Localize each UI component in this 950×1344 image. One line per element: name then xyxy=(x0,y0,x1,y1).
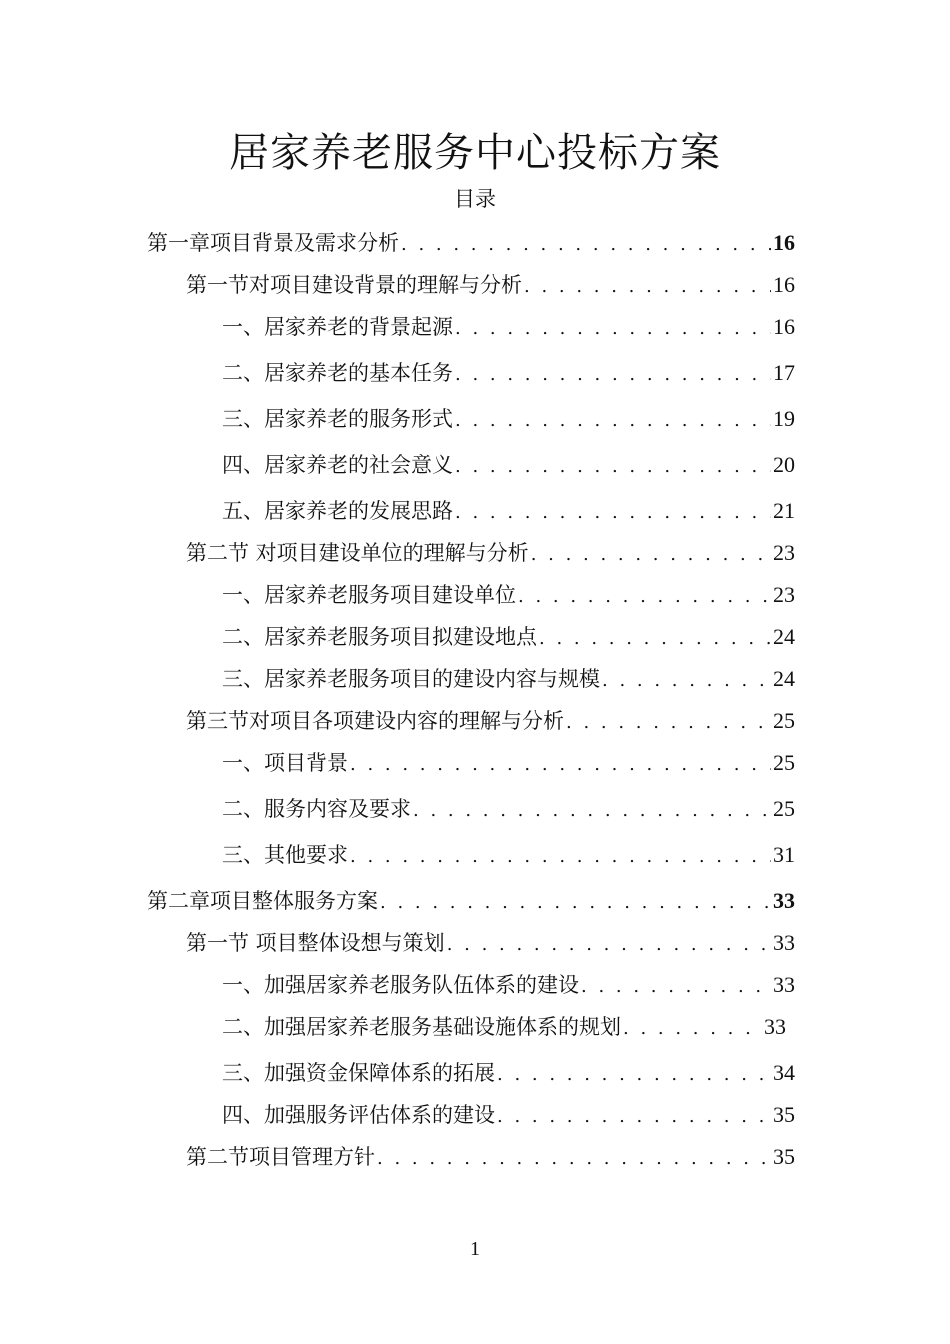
toc-entry-section[interactable] xyxy=(186,1142,795,1172)
toc-leader-dots xyxy=(581,972,771,1002)
toc-entry-label: 一、加强居家养老服务队伍体系的建设 xyxy=(222,973,579,997)
toc-leader-dots xyxy=(531,540,771,570)
toc-leader-dots xyxy=(455,498,771,528)
toc-entry-subsection[interactable] xyxy=(222,312,795,342)
toc-entry-label: 三、其他要求 xyxy=(222,843,348,867)
toc-entry-page: 33 xyxy=(773,888,795,913)
toc-entry-page: 24 xyxy=(773,666,795,691)
toc-entry-label: 二、加强居家养老服务基础设施体系的规划 xyxy=(222,1015,621,1039)
toc-entry-page: 33 xyxy=(773,930,795,955)
toc-entry-subsection[interactable] xyxy=(222,840,795,870)
toc-entry-label: 第三节对项目各项建设内容的理解与分析 xyxy=(186,709,564,733)
toc-entry-subsection[interactable] xyxy=(222,1100,795,1130)
toc-entry-page: 17 xyxy=(773,360,795,385)
toc-leader-dots xyxy=(518,582,771,612)
toc-entry-label: 第二节项目管理方针 xyxy=(186,1145,375,1169)
toc-entry-subsection[interactable] xyxy=(222,748,795,778)
toc-entry-page: 25 xyxy=(773,796,795,821)
toc-entry-label: 三、居家养老服务项目的建设内容与规模 xyxy=(222,667,600,691)
toc-leader-dots xyxy=(602,666,771,696)
toc-entry-label: 五、居家养老的发展思路 xyxy=(222,499,453,523)
toc-entry-label: 一、居家养老服务项目建设单位 xyxy=(222,583,516,607)
toc-entry-page: 19 xyxy=(773,406,795,431)
toc-leader-dots xyxy=(623,1014,762,1044)
toc-entry-subsection[interactable] xyxy=(222,622,795,652)
toc-leader-dots xyxy=(455,452,771,482)
toc-leader-dots xyxy=(413,796,771,826)
toc-leader-dots xyxy=(524,272,771,302)
toc-leader-dots xyxy=(497,1102,771,1132)
toc-entry-subsection[interactable] xyxy=(222,970,795,1000)
toc-entry-page: 34 xyxy=(773,1060,795,1085)
toc-entry-page: 20 xyxy=(773,452,795,477)
toc-entry-label: 一、项目背景 xyxy=(222,751,348,775)
toc-entry-page: 33 xyxy=(764,1014,786,1039)
toc-leader-dots xyxy=(380,888,771,918)
toc-entry-subsection[interactable] xyxy=(222,580,795,610)
toc-entry-page: 33 xyxy=(773,972,795,997)
toc-entry-subsection[interactable] xyxy=(222,1058,795,1088)
toc-entry-label: 第一节 项目整体设想与策划 xyxy=(186,931,445,955)
toc-entry-chapter[interactable] xyxy=(147,228,795,258)
document-title: 居家养老服务中心投标方案 xyxy=(229,130,721,176)
toc-entry-section[interactable] xyxy=(186,706,795,736)
toc-entry-page: 25 xyxy=(773,750,795,775)
toc-entry-page: 23 xyxy=(773,582,795,607)
toc-entry-label: 四、加强服务评估体系的建设 xyxy=(222,1103,495,1127)
toc-leader-dots xyxy=(377,1144,771,1174)
toc-entry-subsection[interactable] xyxy=(222,1012,786,1042)
toc-leader-dots xyxy=(455,314,771,344)
toc-entry-page: 16 xyxy=(773,272,795,297)
toc-entry-subsection[interactable] xyxy=(222,496,795,526)
toc-entry-page: 35 xyxy=(773,1102,795,1127)
toc-entry-section[interactable] xyxy=(186,538,795,568)
toc-entry-page: 24 xyxy=(773,624,795,649)
toc-entry-label: 二、服务内容及要求 xyxy=(222,797,411,821)
toc-entry-label: 二、居家养老的基本任务 xyxy=(222,361,453,385)
toc-entry-label: 一、居家养老的背景起源 xyxy=(222,315,453,339)
toc-entry-label: 二、居家养老服务项目拟建设地点 xyxy=(222,625,537,649)
toc-entry-page: 16 xyxy=(773,314,795,339)
toc-entry-section[interactable] xyxy=(186,270,795,300)
toc-leader-dots xyxy=(350,842,771,872)
toc-entry-page: 16 xyxy=(773,230,795,255)
toc-leader-dots xyxy=(447,930,771,960)
toc-leader-dots xyxy=(566,708,771,738)
toc-entry-subsection[interactable] xyxy=(222,450,795,480)
toc-entry-page: 21 xyxy=(773,498,795,523)
toc-leader-dots xyxy=(455,360,771,390)
toc-heading: 目录 xyxy=(454,187,496,211)
toc-entry-label: 第一章项目背景及需求分析 xyxy=(147,231,399,255)
toc-entry-label: 四、居家养老的社会意义 xyxy=(222,453,453,477)
toc-leader-dots xyxy=(497,1060,771,1090)
toc-entry-subsection[interactable] xyxy=(222,358,795,388)
page-number: 1 xyxy=(470,1238,480,1260)
toc-entry-page: 31 xyxy=(773,842,795,867)
toc-entry-label: 三、居家养老的服务形式 xyxy=(222,407,453,431)
toc-entry-section[interactable] xyxy=(186,928,795,958)
toc-entry-subsection[interactable] xyxy=(222,794,795,824)
toc-leader-dots xyxy=(350,750,771,780)
toc-leader-dots xyxy=(401,230,771,260)
toc-entry-page: 23 xyxy=(773,540,795,565)
toc-entry-subsection[interactable] xyxy=(222,664,795,694)
toc-entry-label: 第二章项目整体服务方案 xyxy=(147,889,378,913)
toc-entry-subsection[interactable] xyxy=(222,404,795,434)
toc-entry-page: 25 xyxy=(773,708,795,733)
toc-entry-label: 第二节 对项目建设单位的理解与分析 xyxy=(186,541,529,565)
toc-entry-chapter[interactable] xyxy=(147,886,795,916)
toc-leader-dots xyxy=(539,624,771,654)
toc-entry-page: 35 xyxy=(773,1144,795,1169)
toc-entry-label: 三、加强资金保障体系的拓展 xyxy=(222,1061,495,1085)
toc-entry-label: 第一节对项目建设背景的理解与分析 xyxy=(186,273,522,297)
toc-leader-dots xyxy=(455,406,771,436)
